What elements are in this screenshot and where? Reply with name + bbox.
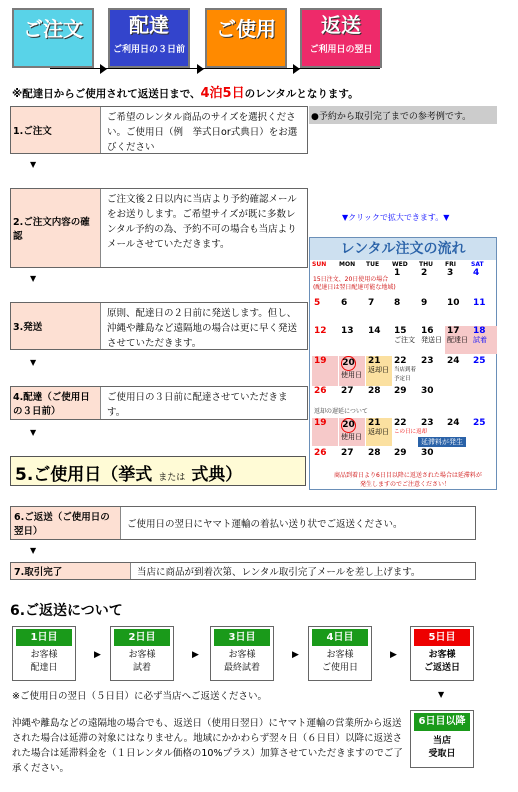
step-7: [10, 562, 476, 580]
day-line: お客様: [428, 650, 456, 660]
step-1: [10, 106, 308, 154]
rental-period-note: [12, 82, 359, 101]
step-label: 2.ご注文内容の確認: [11, 189, 101, 267]
flow-arrow-icon: [100, 64, 107, 74]
reference-note: ●予約から取引完了までの参考例です。: [309, 106, 497, 124]
calendar-day: 10: [447, 298, 460, 308]
calendar-day: 20 使用日: [339, 356, 365, 386]
step-text: ご希望のレンタル商品のサイズを選択ください。ご使用日（例 挙式日or式典日）をお選びください: [107, 112, 298, 153]
enlarge-link[interactable]: ▼クリックで拡大できます。▼: [342, 213, 450, 222]
calendar-late-label: 返却の遅延について: [314, 408, 368, 415]
calendar-day: 24: [447, 418, 460, 428]
calendar-dow: MON: [339, 261, 356, 268]
step-label: 1.ご注文: [11, 107, 101, 153]
step-2: [10, 188, 308, 268]
calendar-day: 18 試着: [471, 326, 497, 354]
day-line: お客様: [228, 650, 256, 660]
day-line: 受取日: [428, 749, 456, 759]
calendar-event: この日に返却: [394, 429, 428, 435]
return-note: ※ご使用日の翌日（５日目）に必ず当店へご返送ください。: [12, 691, 267, 702]
calendar-event: 試着: [473, 336, 487, 344]
calendar-day: 6: [341, 298, 348, 308]
calendar-day: 24: [447, 356, 460, 366]
calendar-dow: THU: [419, 261, 433, 268]
day-head: 3日目: [214, 629, 270, 646]
day-line: 当店: [432, 736, 451, 746]
note-highlight: 4泊5日: [200, 86, 245, 101]
day-head: 4日目: [312, 629, 368, 646]
calendar-day: 30: [421, 386, 434, 396]
right-arrow-icon: ▶: [94, 650, 101, 660]
calendar-day: 1: [394, 268, 401, 278]
flow-tile-sub: ご利用日の３日前: [112, 45, 185, 55]
day-head: 2日目: [114, 629, 170, 646]
calendar-day: 29: [394, 448, 407, 458]
day-box-5: [410, 626, 474, 681]
calendar-event: 配達日: [447, 336, 468, 344]
step-text: 当店に商品が到着次第、レンタル取引完了メールを差し上げます。: [137, 567, 421, 578]
down-arrow-icon: ▼: [438, 690, 445, 699]
calendar-day: 23: [421, 418, 434, 428]
calendar-note: (配達日は翌日配達可能な地域): [313, 284, 396, 291]
step5-main: 5.ご使用日（挙式: [15, 465, 153, 485]
calendar-bottom-note: 発生しますのでご注意ください！: [360, 481, 451, 488]
calendar-day: 13: [341, 326, 354, 336]
calendar-bottom-note: 商品到着日より6日目以降に返送された場合は延滞料が: [334, 472, 482, 479]
day-line: 試着: [132, 663, 151, 673]
calendar-day: 29: [394, 386, 407, 396]
calendar-day: 21 返却日: [366, 418, 392, 446]
calendar-day: 22 この日に返却: [394, 418, 428, 435]
calendar-day: 5: [314, 298, 321, 308]
day-line: ご使用日: [321, 663, 358, 673]
step-text: ご使用日の翌日にヤマト運輸の着払い送り状でご返送ください。: [127, 519, 403, 530]
day-box-2: [110, 626, 174, 681]
flow-tile-return: [300, 8, 382, 68]
calendar-day: 28: [368, 386, 381, 396]
step5-tail: 式典）: [191, 465, 243, 485]
day-box-4: [308, 626, 372, 681]
calendar-dow: TUE: [366, 261, 380, 268]
day-line: 最終試着: [223, 663, 260, 673]
calendar-day: 26: [314, 386, 327, 396]
down-arrow-icon: ▼: [30, 546, 37, 555]
calendar-dow: SAT: [471, 261, 484, 268]
day-head: 6日目以降: [414, 713, 470, 731]
flow-tile-title: 配達: [129, 13, 169, 37]
calendar-image[interactable]: [309, 237, 497, 490]
right-arrow-icon: ▶: [292, 650, 299, 660]
calendar-event: 返却日: [368, 366, 389, 374]
calendar-event: ご注文: [394, 336, 415, 344]
calendar-day: 9: [421, 298, 428, 308]
step-label: 4.配達（ご使用日の３日前）: [11, 387, 101, 419]
step-text: ご使用日の３日前に配達させていただきます。: [107, 392, 288, 418]
calendar-event: 発送日: [421, 336, 442, 344]
calendar-day: 30: [421, 448, 434, 458]
step-label: 7.取引完了: [11, 563, 131, 579]
calendar-dow: WED: [392, 261, 408, 268]
step-text: 原則、配達日の２日前に発送します。但し、沖縄や離島など遠隔地の場合は更に早く発送させていただきます。: [107, 308, 298, 349]
calendar-day: 27: [341, 386, 354, 396]
calendar-day: 2: [421, 268, 428, 278]
day-line: お客様: [326, 650, 354, 660]
late-fee-label: 延滞料が発生: [418, 437, 466, 447]
flow-tile-order: [12, 8, 94, 68]
flow-tile-use: [205, 8, 287, 68]
right-arrow-icon: ▶: [390, 650, 397, 660]
calendar-day: 21 返却日: [366, 356, 392, 386]
down-arrow-icon: ▼: [30, 160, 37, 169]
calendar-day: 17 配達日: [445, 326, 471, 354]
calendar-day: 19: [312, 418, 338, 446]
day-head: 5日目: [414, 629, 470, 646]
calendar-event: 返却日: [368, 428, 389, 436]
calendar-day: 11: [473, 298, 486, 308]
step-text: ご注文後２日以内に当店より予約確認メールをお送りします。ご希望サイズが既に多数レンタル予約の為、予約不可の場合も当店よりメールさせていただきます。: [107, 194, 297, 250]
calendar-day: 12: [314, 326, 327, 336]
calendar-day: 25: [473, 418, 486, 428]
calendar-day: 27: [341, 448, 354, 458]
day-body: [411, 735, 473, 761]
day-box-3: [210, 626, 274, 681]
calendar-event: 使用日: [341, 371, 362, 379]
day-line: 配達日: [30, 663, 58, 673]
calendar-dow: FRI: [445, 261, 456, 268]
calendar-day: 15 ご注文: [392, 326, 418, 345]
day-body: [309, 649, 371, 675]
flow-tile-sub: ご利用日の翌日: [309, 45, 373, 55]
down-arrow-icon: ▼: [30, 274, 37, 283]
day-body: [111, 649, 173, 675]
calendar-day: 7: [368, 298, 375, 308]
calendar-day: 8: [394, 298, 401, 308]
return-section-title: 6.ご返送について: [10, 603, 123, 619]
flow-tile-title: ご使用: [216, 17, 276, 41]
return-policy-text: 沖縄や離島などの遠隔地の場合でも、返送日（使用日翌日）にヤマト運輸の営業所から返送された場合は延滞の対象にはなりません。地域にかかわらず翌々日（６日目）以降に返送された場合は延滞料金を（１日レンタル価格の10%プラス）加算させていただきますのでご了承ください。: [12, 718, 403, 774]
calendar-day: 14: [368, 326, 381, 336]
calendar-day: 26: [314, 448, 327, 458]
flow-tile-title: ご注文: [23, 17, 83, 41]
step-4: [10, 386, 308, 420]
day-body: [211, 649, 273, 675]
day-box-6: [410, 710, 474, 768]
flow-arrow-icon: [293, 64, 300, 74]
down-arrow-icon: ▼: [30, 428, 37, 437]
calendar-day: 4: [473, 268, 480, 278]
calendar-event: 当店到着予定日: [394, 367, 417, 382]
step-5-use-day: [10, 456, 306, 486]
flow-tile-title: 返送: [321, 13, 361, 37]
day-body: [13, 649, 75, 675]
calendar-day: 25: [473, 356, 486, 366]
day-box-1: [12, 626, 76, 681]
calendar-day: 3: [447, 268, 454, 278]
calendar-day: 23: [421, 356, 434, 366]
calendar-day: 19: [312, 356, 338, 386]
day-body: [411, 649, 473, 675]
calendar-note: 15日注文、20日使用の場合: [313, 276, 389, 283]
right-arrow-icon: ▶: [192, 650, 199, 660]
flow-arrow-icon: [197, 64, 204, 74]
step-label: 6.ご返送（ご使用日の翌日）: [11, 507, 121, 539]
note-prefix: ※配達日からご使用されて返送日まで、: [12, 88, 201, 100]
day-line: ご返送日: [423, 663, 460, 673]
step5-or: または: [158, 473, 186, 483]
step-6: [10, 506, 476, 540]
calendar-day: 20 使用日: [339, 418, 365, 446]
note-suffix: のレンタルとなります。: [244, 88, 359, 100]
calendar-title: レンタル注文の流れ: [310, 238, 496, 260]
step-label: 3.発送: [11, 303, 101, 349]
flow-tile-delivery: [108, 8, 190, 68]
calendar-day: 22 当店到着予定日: [394, 356, 417, 382]
day-head: 1日目: [16, 629, 72, 646]
day-line: お客様: [128, 650, 156, 660]
calendar-day: 16 発送日: [419, 326, 445, 345]
day-line: お客様: [30, 650, 58, 660]
calendar-event: 使用日: [341, 433, 362, 441]
step-3: [10, 302, 308, 350]
calendar-dow: SUN: [312, 261, 327, 268]
calendar-day: 28: [368, 448, 381, 458]
down-arrow-icon: ▼: [30, 358, 37, 367]
